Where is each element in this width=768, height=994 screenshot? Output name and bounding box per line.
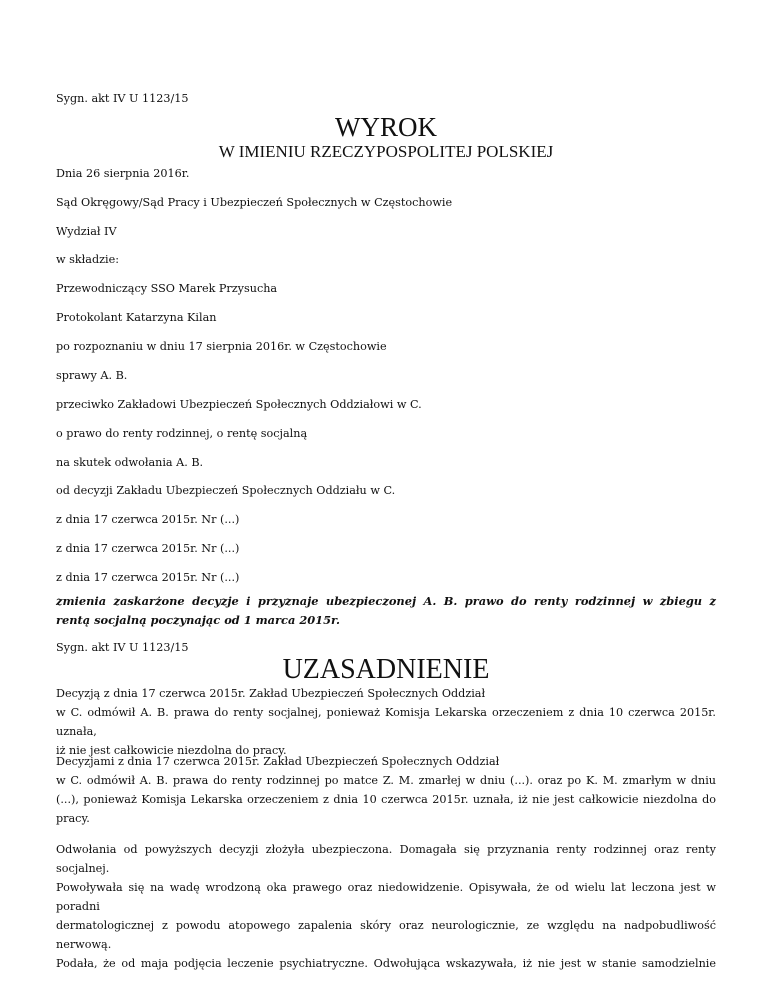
justification-paragraph [56,840,716,973]
clerk-line: Protokolant Katarzyna Kilan [56,311,217,324]
decision-ref-line-2: z dnia 17 czerwca 2015r. Nr (...) [56,542,240,555]
paragraph-line: iż nie jest całkowicie niezdolna do pracy. [56,744,287,757]
justification-paragraph [56,684,716,760]
paragraph-line: Powoływała się na wadę wrodzoną oka prawego oraz niedowidzenie. Opisywała, że od wielu lat leczona jest w poradni [56,881,716,913]
verdict-text [56,592,716,630]
document-subtitle: W IMIENIU RZECZYPOSPOLITEJ POLSKIEJ [218,142,554,161]
justification-paragraph [56,752,716,828]
decision-source-line: od decyzji Zakładu Ubezpieczeń Społecznych Oddziału w C. [56,484,396,497]
verdict-line: rentą socjalną poczynając od 1 marca 2015r. [56,613,340,627]
paragraph-line: (...), ponieważ Komisja Lekarska orzeczeniem z dnia 10 czerwca 2015r. uznała, iż nie jest całkowicie niezdolna do [56,793,716,806]
justification-title: UZASADNIENIE [282,654,490,685]
appeal-line: na skutek odwołania A. B. [56,456,204,469]
decision-ref-line-3: z dnia 17 czerwca 2015r. Nr (...) [56,571,240,584]
paragraph-line: Odwołania od powyższych decyzji złożyła ubezpieczona. Domagała się przyznania renty rodzinnej oraz renty socjalnej. [56,843,716,875]
paragraph-line: w C. odmówił A. B. prawa do renty socjalnej, ponieważ Komisja Lekarska orzeczeniem z dnia 10 czerwca 2015r. uznała, [56,706,716,738]
case-party-line: sprawy A. B. [56,369,128,382]
document-title: WYROK [335,112,437,142]
presiding-judge-line: Przewodniczący SSO Marek Przysucha [56,282,278,295]
case-signature: Sygn. akt IV U 1123/15 [56,92,189,105]
paragraph-line: pracy. [56,812,90,825]
defendant-line: przeciwko Zakładowi Ubezpieczeń Społecznych Oddziałowi w C. [56,398,422,411]
paragraph-line: Podała, że od maja podjęcia leczenie psychiatryczne. Odwołująca wskazywała, iż nie jest w stanie samodzielnie [56,957,716,970]
paragraph-line: w C. odmówił A. B. prawa do renty rodzinnej po matce Z. M. zmarłej w dniu (...). oraz po K. M. zmarłym w dniu [56,774,716,787]
verdict-line: zmienia zaskarżone decyzje i przyznaje ubezpieczonej A. B. prawo do renty rodzinnej w zbiegu z [56,594,716,608]
paragraph-line: dermatologicznej z powodu atopowego zapalenia skóry oraz neurologicznie, ze względu na nadpobudliwość nerwową. [56,919,716,951]
decision-ref-line-1: z dnia 17 czerwca 2015r. Nr (...) [56,513,240,526]
composition-line: w składzie: [56,253,119,266]
hearing-line: po rozpoznaniu w dniu 17 sierpnia 2016r. w Częstochowie [56,340,387,353]
case-signature: Sygn. akt IV U 1123/15 [56,641,189,654]
paragraph-line: Decyzjami z dnia 17 czerwca 2015r. Zakład Ubezpieczeń Społecznych Oddział [56,755,500,768]
division-line: Wydział IV [56,225,117,238]
subject-line: o prawo do renty rodzinnej, o rentę socjalną [56,427,308,440]
paragraph-line: Decyzją z dnia 17 czerwca 2015r. Zakład Ubezpieczeń Społecznych Oddział [56,687,486,700]
court-line: Sąd Okręgowy/Sąd Pracy i Ubezpieczeń Społecznych w Częstochowie [56,196,453,209]
date-line: Dnia 26 sierpnia 2016r. [56,167,190,180]
